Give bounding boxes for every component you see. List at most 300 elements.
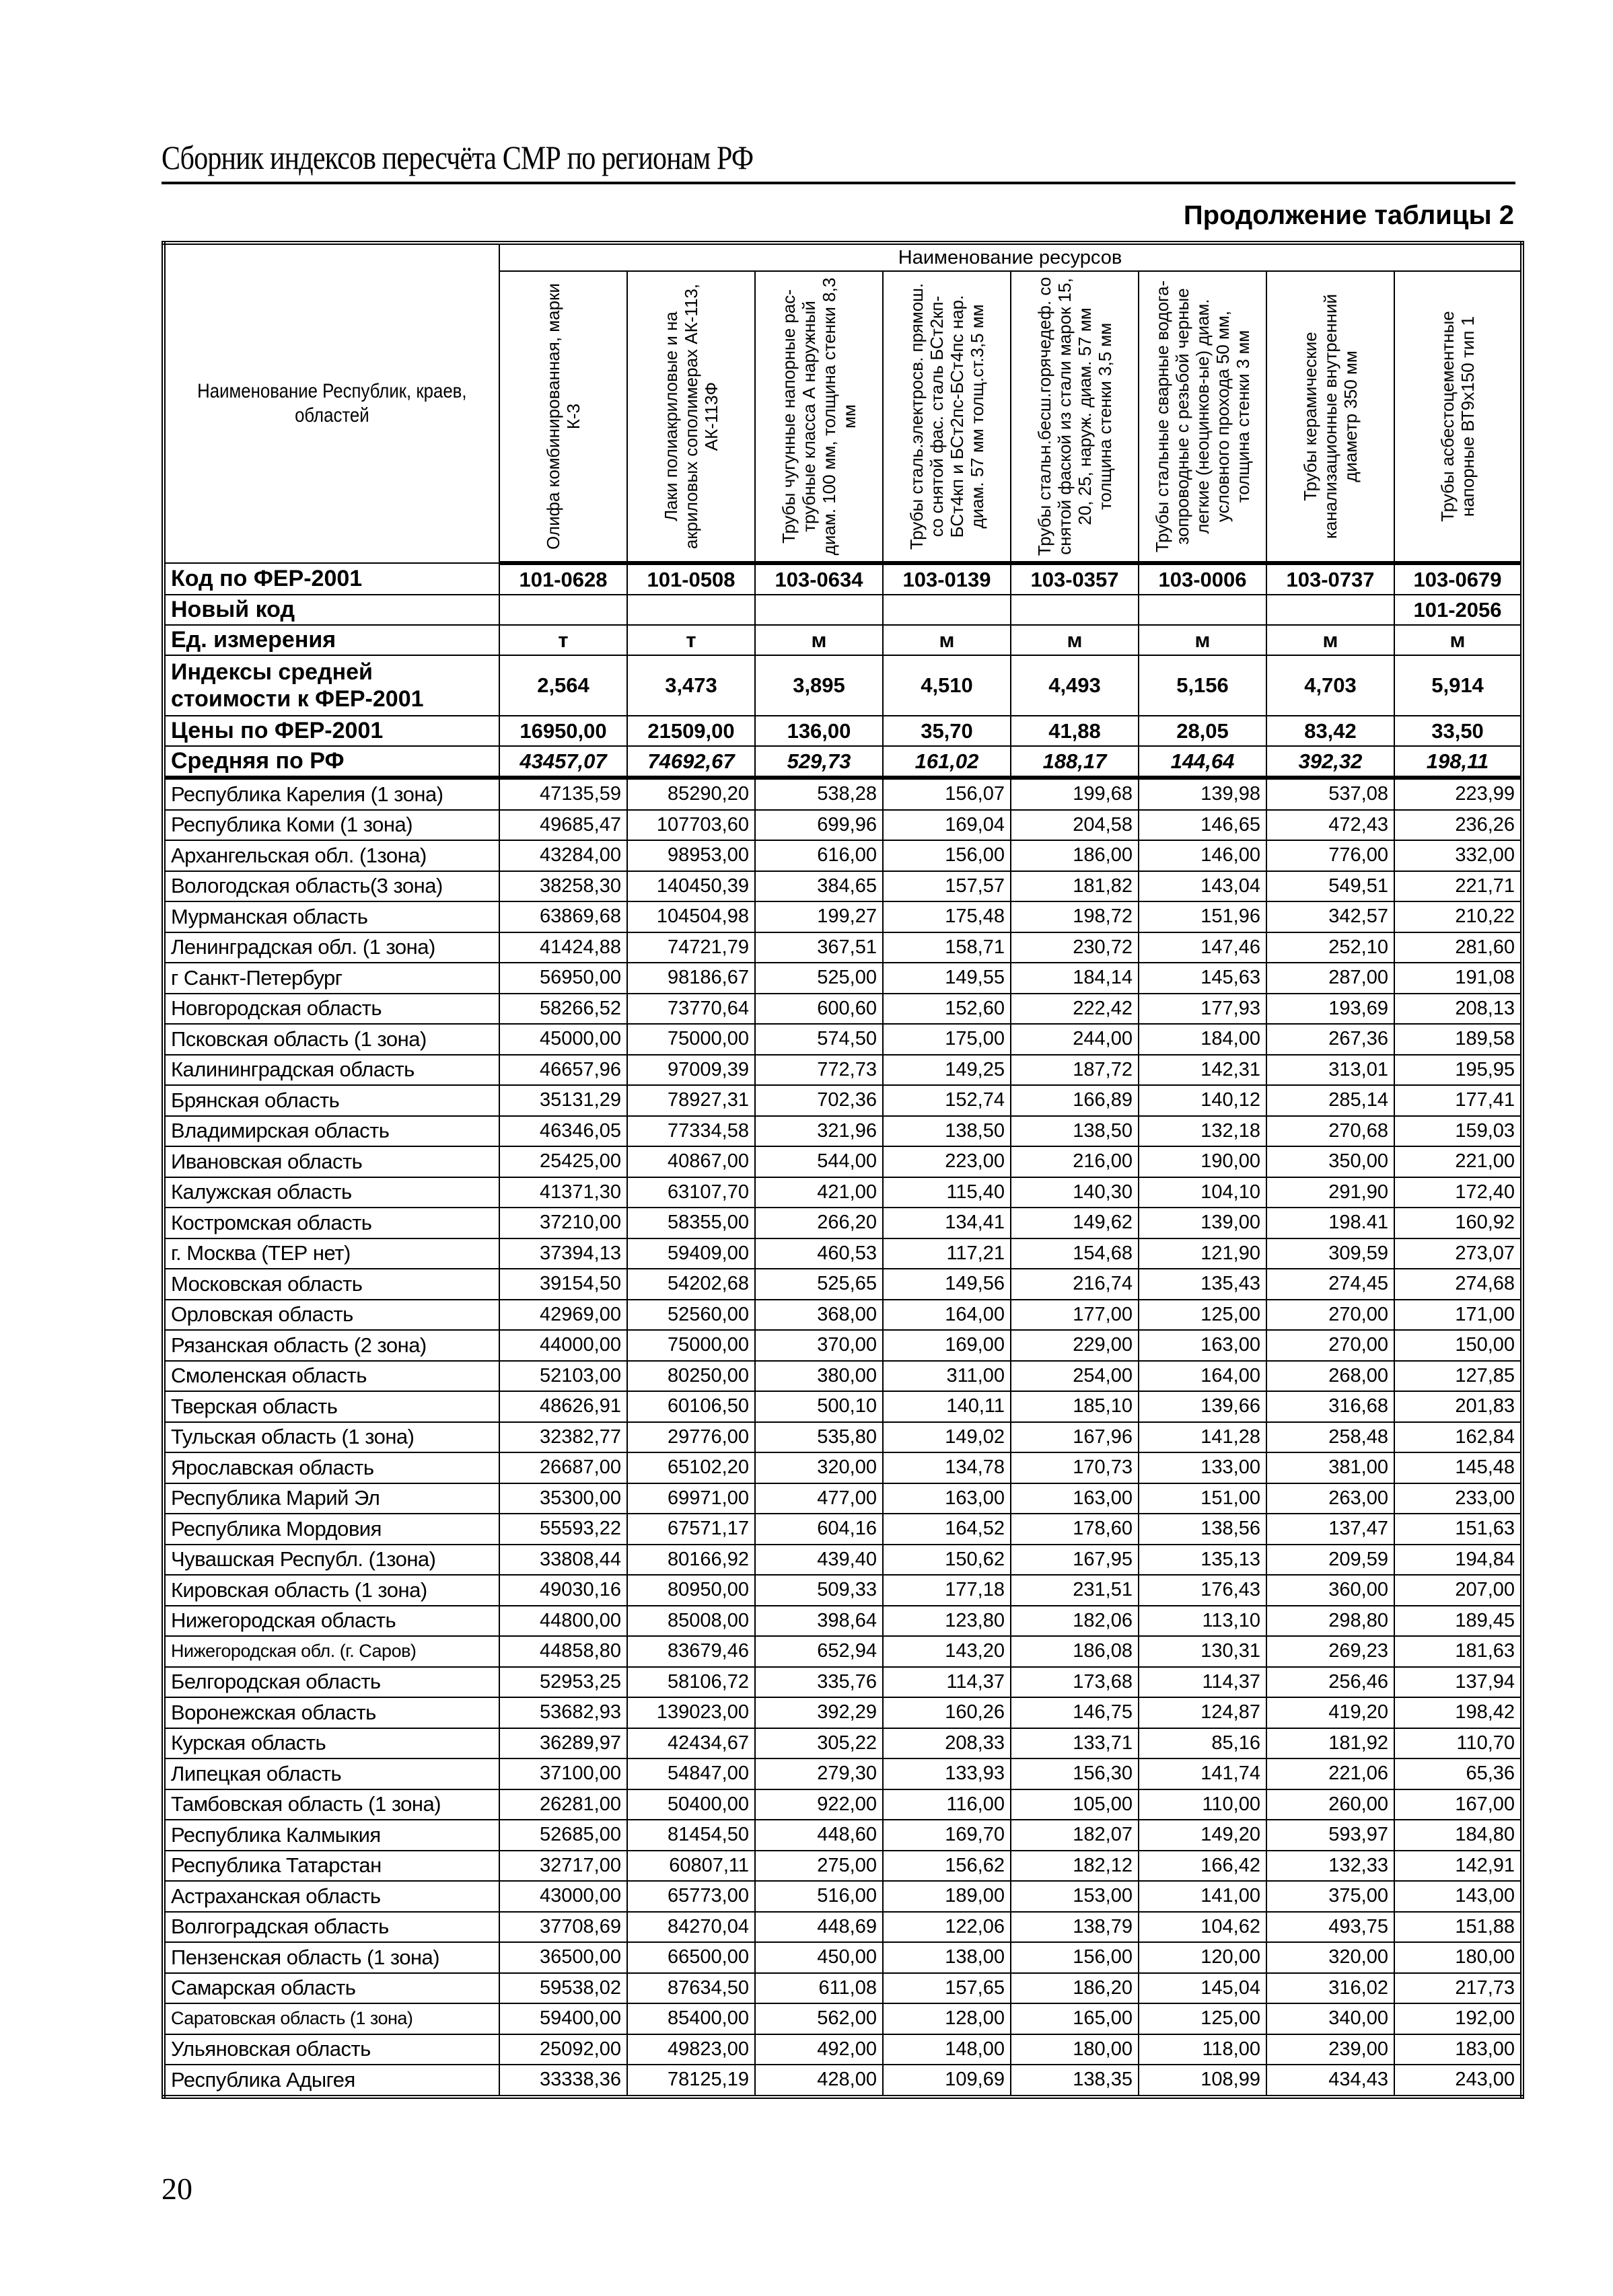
region-name: Ульяновская область	[164, 2034, 499, 2065]
cell-value: 169,70	[883, 1820, 1011, 1851]
table-row	[164, 901, 1522, 932]
cell-value: 535,80	[755, 1422, 883, 1453]
cell-value: 370,00	[755, 1330, 883, 1361]
cell-value: 460,53	[755, 1238, 883, 1269]
resource-column-header	[1394, 271, 1522, 563]
table-row	[164, 1422, 1522, 1453]
cell-value: 151,96	[1139, 901, 1266, 932]
cell-value: 316,02	[1266, 1973, 1394, 2004]
cell-value: 138,56	[1139, 1514, 1266, 1545]
cell-value: 258,48	[1266, 1422, 1394, 1453]
cell-value: 41424,88	[499, 932, 627, 963]
cell-value: 81454,50	[627, 1820, 755, 1851]
cell-value: 138,50	[883, 1116, 1011, 1147]
cell-value: 114,37	[1139, 1667, 1266, 1698]
cell-value: 699,96	[755, 810, 883, 841]
cell-value: 652,94	[755, 1636, 883, 1667]
cell-value: 136,00	[755, 716, 883, 746]
table-row	[164, 1545, 1522, 1576]
cell-value: 254,00	[1011, 1361, 1139, 1392]
cell-value: 149,62	[1011, 1208, 1139, 1238]
table-row	[164, 963, 1522, 994]
cell-value: т	[627, 625, 755, 655]
cell-value: м	[883, 625, 1011, 655]
cell-value: 120,00	[1139, 1942, 1266, 1973]
cell-value: 198.41	[1266, 1208, 1394, 1238]
region-name: Республика Карелия (1 зона)	[164, 778, 499, 810]
cell-value: 243,00	[1394, 2065, 1522, 2097]
cell-value: 350,00	[1266, 1146, 1394, 1177]
cell-value: 140,30	[1011, 1177, 1139, 1208]
cell-value: 141,74	[1139, 1758, 1266, 1789]
cell-value: 150,62	[883, 1545, 1011, 1576]
table-row	[164, 1085, 1522, 1116]
cell-value: 75000,00	[627, 1330, 755, 1361]
cell-value: 164,52	[883, 1514, 1011, 1545]
cell-value	[755, 595, 883, 625]
cell-value: 187,72	[1011, 1055, 1139, 1086]
cell-value: 74721,79	[627, 932, 755, 963]
table-row	[164, 1483, 1522, 1514]
cell-value: 158,71	[883, 932, 1011, 963]
region-name: Калужская область	[164, 1177, 499, 1208]
cell-value: 163,00	[883, 1483, 1011, 1514]
cell-value: 223,00	[883, 1146, 1011, 1177]
region-name: г Санкт-Петербург	[164, 963, 499, 994]
cell-value: 52685,00	[499, 1820, 627, 1851]
region-name: Республика Калмыкия	[164, 1820, 499, 1851]
cell-value: 419,20	[1266, 1697, 1394, 1728]
cell-value: 702,36	[755, 1085, 883, 1116]
new-code-row	[164, 595, 1522, 625]
cell-value: 153,00	[1011, 1881, 1139, 1912]
cell-value: 236,26	[1394, 810, 1522, 841]
cell-value: 135,43	[1139, 1269, 1266, 1300]
cell-value: 52953,25	[499, 1667, 627, 1698]
resource-name: Трубы чугунные напорные рас-трубные класса А наружный диам. 100 мм, толщина стенки 8,3 мм	[779, 277, 859, 556]
cell-value: 65102,20	[627, 1452, 755, 1483]
table-row	[164, 1146, 1522, 1177]
resource-name: Трубы керамические канализационные внутренний диаметр 350 мм	[1300, 293, 1361, 540]
cell-value: 156,30	[1011, 1758, 1139, 1789]
cell-value: 549,51	[1266, 871, 1394, 902]
table-row	[164, 1238, 1522, 1269]
row-label: Индексы средней стоимости к ФЕР-2001	[164, 655, 499, 716]
cell-value: 244,00	[1011, 1024, 1139, 1055]
cell-value: 42434,67	[627, 1728, 755, 1759]
cell-value: 275,00	[755, 1851, 883, 1882]
region-name: Самарская область	[164, 1973, 499, 2004]
cell-value: 149,56	[883, 1269, 1011, 1300]
cell-value: 109,69	[883, 2065, 1011, 2097]
table-row	[164, 1912, 1522, 1943]
region-name: Мурманская область	[164, 901, 499, 932]
cell-value: 222,42	[1011, 994, 1139, 1025]
table-row	[164, 1758, 1522, 1789]
cell-value: 165,00	[1011, 2003, 1139, 2034]
cell-value: 221,00	[1394, 1146, 1522, 1177]
cell-value: 207,00	[1394, 1575, 1522, 1606]
region-name: Калининградская область	[164, 1055, 499, 1086]
fer-price-row	[164, 716, 1522, 746]
cell-value: м	[1139, 625, 1266, 655]
row-label: Средняя по РФ	[164, 746, 499, 778]
cell-value: 87634,50	[627, 1973, 755, 2004]
cell-value: 428,00	[755, 2065, 883, 2097]
cell-value: 43457,07	[499, 746, 627, 778]
cell-value: 125,00	[1139, 2003, 1266, 2034]
cell-value: 193,69	[1266, 994, 1394, 1025]
cell-value: 16950,00	[499, 716, 627, 746]
cell-value: 184,80	[1394, 1820, 1522, 1851]
cell-value: м	[755, 625, 883, 655]
cell-value: 59400,00	[499, 2003, 627, 2034]
cell-value: 98953,00	[627, 840, 755, 871]
cell-value: 392,29	[755, 1697, 883, 1728]
region-name: Вологодская область(3 зона)	[164, 871, 499, 902]
cell-value: 450,00	[755, 1942, 883, 1973]
cell-value: 368,00	[755, 1300, 883, 1331]
cell-value: 115,40	[883, 1177, 1011, 1208]
cell-value: 434,43	[1266, 2065, 1394, 2097]
cell-value: 36289,97	[499, 1728, 627, 1759]
cell-value: 46346,05	[499, 1116, 627, 1147]
cell-value: 65773,00	[627, 1881, 755, 1912]
cell-value: 83679,46	[627, 1636, 755, 1667]
cell-value: 3,895	[755, 655, 883, 716]
cell-value: 146,00	[1139, 840, 1266, 871]
cell-value: 138,35	[1011, 2065, 1139, 2097]
cell-value: 477,00	[755, 1483, 883, 1514]
table-row	[164, 1452, 1522, 1483]
cell-value: 140450,39	[627, 871, 755, 902]
cell-value: 281,60	[1394, 932, 1522, 963]
cell-value: 320,00	[1266, 1942, 1394, 1973]
cell-value: 166,89	[1011, 1085, 1139, 1116]
cell-value: 230,72	[1011, 932, 1139, 963]
cell-value: 53682,93	[499, 1697, 627, 1728]
cell-value: 492,00	[755, 2034, 883, 2065]
cell-value: 52560,00	[627, 1300, 755, 1331]
cell-value: 189,45	[1394, 1606, 1522, 1637]
cell-value: 41371,30	[499, 1177, 627, 1208]
cell-value: 33338,36	[499, 2065, 627, 2097]
cell-value: 263,00	[1266, 1483, 1394, 1514]
cell-value: 166,42	[1139, 1851, 1266, 1882]
resource-name: Трубы стальные сварные водога-зопроводные с резьбой черные легкие (неоцинков-ые) диам. условного прохода 50 мм, толщина стенки 3 мм	[1152, 280, 1253, 553]
cell-value: 274,45	[1266, 1269, 1394, 1300]
cell-value: 199,27	[755, 901, 883, 932]
cell-value: 65,36	[1394, 1758, 1522, 1789]
cell-value: 185,10	[1011, 1391, 1139, 1422]
cell-value: 176,43	[1139, 1575, 1266, 1606]
resources-group-header: Наименование ресурсов	[499, 243, 1522, 271]
cell-value: 182,07	[1011, 1820, 1139, 1851]
cell-value: 198,42	[1394, 1697, 1522, 1728]
cell-value: 77334,58	[627, 1116, 755, 1147]
cell-value: 167,96	[1011, 1422, 1139, 1453]
table-row	[164, 1728, 1522, 1759]
cell-value: 316,68	[1266, 1391, 1394, 1422]
region-name: Ярославская область	[164, 1452, 499, 1483]
cell-value: 151,00	[1139, 1483, 1266, 1514]
region-name: Кировская область (1 зона)	[164, 1575, 499, 1606]
table-row	[164, 2034, 1522, 2065]
region-name: Курская область	[164, 1728, 499, 1759]
table-row	[164, 840, 1522, 871]
cell-value: 223,99	[1394, 778, 1522, 810]
table-row	[164, 932, 1522, 963]
cell-value: 116,00	[883, 1789, 1011, 1820]
resource-column-header	[883, 271, 1011, 563]
cell-value: 270,00	[1266, 1300, 1394, 1331]
unit-row	[164, 625, 1522, 655]
cell-value: 156,62	[883, 1851, 1011, 1882]
cell-value: м	[1266, 625, 1394, 655]
cell-value: 128,00	[883, 2003, 1011, 2034]
region-name: Псковская область (1 зона)	[164, 1024, 499, 1055]
cell-value: 39154,50	[499, 1269, 627, 1300]
region-name: Костромская область	[164, 1208, 499, 1238]
cell-value: 147,46	[1139, 932, 1266, 963]
cell-value: 182,12	[1011, 1851, 1139, 1882]
table-row	[164, 1361, 1522, 1392]
cell-value: 4,510	[883, 655, 1011, 716]
cell-value: 574,50	[755, 1024, 883, 1055]
table-row	[164, 1024, 1522, 1055]
cell-value: 164,00	[1139, 1361, 1266, 1392]
cell-value: 320,00	[755, 1452, 883, 1483]
cell-value: 177,93	[1139, 994, 1266, 1025]
cell-value: 25425,00	[499, 1146, 627, 1177]
cell-value: 152,60	[883, 994, 1011, 1025]
cell-value: 66500,00	[627, 1942, 755, 1973]
region-name: Пензенская область (1 зона)	[164, 1942, 499, 1973]
region-name: Тульская область (1 зона)	[164, 1422, 499, 1453]
cell-value: 181,82	[1011, 871, 1139, 902]
cell-value: 776,00	[1266, 840, 1394, 871]
cell-value: 101-2056	[1394, 595, 1522, 625]
cell-value: 104504,98	[627, 901, 755, 932]
cell-value: 269,23	[1266, 1636, 1394, 1667]
region-name: Нижегородская обл. (г. Саров)	[164, 1636, 499, 1667]
cell-value: 922,00	[755, 1789, 883, 1820]
region-name: Республика Марий Эл	[164, 1483, 499, 1514]
row-label: Новый код	[164, 595, 499, 625]
cell-value: 130,31	[1139, 1636, 1266, 1667]
cell-value: 229,00	[1011, 1330, 1139, 1361]
resource-column-header	[1266, 271, 1394, 563]
cell-value: 26281,00	[499, 1789, 627, 1820]
cell-value: 73770,64	[627, 994, 755, 1025]
table-row	[164, 1330, 1522, 1361]
cell-value: 175,00	[883, 1024, 1011, 1055]
cell-value	[1266, 595, 1394, 625]
region-name: Республика Мордовия	[164, 1514, 499, 1545]
cell-value: 2,564	[499, 655, 627, 716]
cell-value: 285,14	[1266, 1085, 1394, 1116]
cell-value: 146,75	[1011, 1697, 1139, 1728]
cell-value: 104,10	[1139, 1177, 1266, 1208]
cell-value: 67571,17	[627, 1514, 755, 1545]
cell-value	[499, 595, 627, 625]
cell-value: 113,10	[1139, 1606, 1266, 1637]
cell-value: 177,00	[1011, 1300, 1139, 1331]
page-header-title: Сборник индексов пересчёта СМР по регионам РФ	[162, 139, 754, 176]
cell-value: 180,00	[1011, 2034, 1139, 2065]
cell-value: 5,914	[1394, 655, 1522, 716]
region-name: Владимирская область	[164, 1116, 499, 1147]
cell-value: 177,18	[883, 1575, 1011, 1606]
cell-value: 210,22	[1394, 901, 1522, 932]
cell-value: 101-0508	[627, 563, 755, 595]
cell-value: 40867,00	[627, 1146, 755, 1177]
cell-value: 122,06	[883, 1912, 1011, 1943]
cell-value: 231,51	[1011, 1575, 1139, 1606]
cell-value: 182,06	[1011, 1606, 1139, 1637]
cell-value: 37100,00	[499, 1758, 627, 1789]
cell-value: 37708,69	[499, 1912, 627, 1943]
cell-value: 21509,00	[627, 716, 755, 746]
region-name: г. Москва (ТЕР нет)	[164, 1238, 499, 1269]
cell-value: 29776,00	[627, 1422, 755, 1453]
table-row	[164, 2003, 1522, 2034]
cell-value: 148,00	[883, 2034, 1011, 2065]
cell-value: 138,00	[883, 1942, 1011, 1973]
table-row	[164, 1391, 1522, 1422]
cell-value: 201,83	[1394, 1391, 1522, 1422]
cell-value: 103-0357	[1011, 563, 1139, 595]
resource-name: Лаки полиакриловые и на акриловых сополимерах АК-113, АК-113Ф	[661, 283, 721, 550]
region-name-column-header: Наименование Республик, краев, областей	[187, 243, 476, 563]
cell-value: 151,63	[1394, 1514, 1522, 1545]
cell-value: 137,47	[1266, 1514, 1394, 1545]
cell-value: 163,00	[1139, 1330, 1266, 1361]
cell-value: 139,66	[1139, 1391, 1266, 1422]
cell-value: 58106,72	[627, 1667, 755, 1698]
cell-value: 80950,00	[627, 1575, 755, 1606]
cell-value: 52103,00	[499, 1361, 627, 1392]
cell-value: 172,40	[1394, 1177, 1522, 1208]
cell-value: 157,57	[883, 871, 1011, 902]
cell-value: 340,00	[1266, 2003, 1394, 2034]
region-name: Тамбовская область (1 зона)	[164, 1789, 499, 1820]
row-label: Цены по ФЕР-2001	[164, 716, 499, 746]
cell-value: 85,16	[1139, 1728, 1266, 1759]
row-label: Код по ФЕР-2001	[164, 563, 499, 595]
region-name: Республика Коми (1 зона)	[164, 810, 499, 841]
cell-value: 163,00	[1011, 1483, 1139, 1514]
table-row	[164, 1667, 1522, 1698]
cell-value: 35300,00	[499, 1483, 627, 1514]
cell-value: м	[1011, 625, 1139, 655]
cell-value: 335,76	[755, 1667, 883, 1698]
cell-value: 54847,00	[627, 1758, 755, 1789]
cell-value: 150,00	[1394, 1330, 1522, 1361]
region-name: Ивановская область	[164, 1146, 499, 1177]
cell-value: 199,68	[1011, 778, 1139, 810]
cell-value: 84270,04	[627, 1912, 755, 1943]
cell-value: 149,02	[883, 1422, 1011, 1453]
cell-value: 604,16	[755, 1514, 883, 1545]
cell-value: 69971,00	[627, 1483, 755, 1514]
cell-value: 178,60	[1011, 1514, 1139, 1545]
cell-value: 493,75	[1266, 1912, 1394, 1943]
cell-value: 58355,00	[627, 1208, 755, 1238]
cell-value: 63107,70	[627, 1177, 755, 1208]
cell-value: 360,00	[1266, 1575, 1394, 1606]
cell-value: 49685,47	[499, 810, 627, 841]
cell-value: 118,00	[1139, 2034, 1266, 2065]
cell-value: 103-0006	[1139, 563, 1266, 595]
cell-value: 313,01	[1266, 1055, 1394, 1086]
cell-value: 137,94	[1394, 1667, 1522, 1698]
cell-value: 256,46	[1266, 1667, 1394, 1698]
cell-value: 192,00	[1394, 2003, 1522, 2034]
cell-value: 98186,67	[627, 963, 755, 994]
cell-value: 44800,00	[499, 1606, 627, 1637]
cell-value: 195,95	[1394, 1055, 1522, 1086]
cell-value: 448,69	[755, 1912, 883, 1943]
cell-value: 216,00	[1011, 1146, 1139, 1177]
cell-value: 36500,00	[499, 1942, 627, 1973]
cell-value: 305,22	[755, 1728, 883, 1759]
cost-index-row	[164, 655, 1522, 716]
cell-value: 367,51	[755, 932, 883, 963]
table-row	[164, 1300, 1522, 1331]
cell-value: 616,00	[755, 840, 883, 871]
cell-value: 152,74	[883, 1085, 1011, 1116]
cell-value: 181,92	[1266, 1728, 1394, 1759]
region-name: Нижегородская область	[164, 1606, 499, 1637]
cell-value: 191,08	[1394, 963, 1522, 994]
table-row	[164, 2065, 1522, 2097]
table-row	[164, 1881, 1522, 1912]
cell-value: 509,33	[755, 1575, 883, 1606]
cell-value: 146,65	[1139, 810, 1266, 841]
region-name: Волгоградская область	[164, 1912, 499, 1943]
cell-value: 54202,68	[627, 1269, 755, 1300]
regional-index-table	[162, 241, 1524, 2099]
cell-value: 145,63	[1139, 963, 1266, 994]
cell-value: 525,00	[755, 963, 883, 994]
cell-value: 59409,00	[627, 1238, 755, 1269]
cell-value: 544,00	[755, 1146, 883, 1177]
cell-value: 233,00	[1394, 1483, 1522, 1514]
cell-value: 78927,31	[627, 1085, 755, 1116]
cell-value: 108,99	[1139, 2065, 1266, 2097]
cell-value: 593,97	[1266, 1820, 1394, 1851]
cell-value: 398,64	[755, 1606, 883, 1637]
cell-value: 63869,68	[499, 901, 627, 932]
cell-value: 4,703	[1266, 655, 1394, 716]
cell-value: 184,14	[1011, 963, 1139, 994]
cell-value: 252,10	[1266, 932, 1394, 963]
cell-value: 186,20	[1011, 1973, 1139, 2004]
cell-value: 121,90	[1139, 1238, 1266, 1269]
table-row	[164, 1575, 1522, 1606]
cell-value: 375,00	[1266, 1881, 1394, 1912]
cell-value: 26687,00	[499, 1452, 627, 1483]
cell-value: 145,04	[1139, 1973, 1266, 2004]
cell-value: 611,08	[755, 1973, 883, 2004]
region-name: Белгородская область	[164, 1667, 499, 1698]
region-name: Республика Татарстан	[164, 1851, 499, 1882]
cell-value: 32382,77	[499, 1422, 627, 1453]
region-name: Орловская область	[164, 1300, 499, 1331]
cell-value: 134,41	[883, 1208, 1011, 1238]
resource-column-header	[499, 271, 627, 563]
